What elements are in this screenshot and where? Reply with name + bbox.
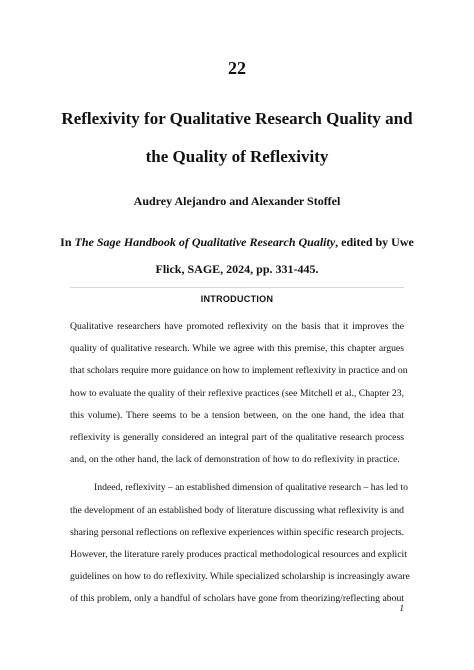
text-line: of this problem, only a handful of scholars have gone from theorizing/reflecting about bbox=[70, 593, 404, 605]
text-line: However, the literature rarely produces practical methodological resources and explicit bbox=[70, 549, 407, 561]
text-line: quality of qualitative research. While we agree with this premise, this chapter argues bbox=[70, 343, 404, 355]
page-number: 1 bbox=[399, 603, 404, 613]
text-line: Indeed, reflexivity – an established dimension of qualitative research – has led to bbox=[94, 482, 408, 494]
text-line: how to evaluate the quality of their reflexive practices (see Mitchell et al., Chapter 23, bbox=[70, 387, 404, 399]
chapter-title bbox=[40, 107, 434, 183]
section-divider bbox=[70, 287, 404, 288]
text-line: that scholars require more guidance on how to implement reflexivity in practice and on bbox=[70, 365, 408, 377]
chapter-title-line-1: Reflexivity for Qualitative Research Quality and bbox=[61, 109, 413, 128]
text-line: sharing personal reflections on reflexive experiences within specific research projects. bbox=[70, 526, 405, 538]
citation-line-2: Flick, SAGE, 2024, pp. 331-445. bbox=[155, 262, 319, 276]
text-line: this volume). There seems to be a tension between, on the one hand, the idea that bbox=[70, 409, 404, 421]
text-line: reflexivity is generally considered an integral part of the qualitative research process bbox=[70, 432, 404, 444]
text-line: and, on the other hand, the lack of demonstration of how to do reflexivity in practice. bbox=[70, 454, 400, 466]
chapter-title-line-2: the Quality of Reflexivity bbox=[145, 147, 329, 166]
section-heading: INTRODUCTION bbox=[200, 294, 274, 304]
citation-suffix: , edited by Uwe bbox=[335, 235, 414, 249]
body-text bbox=[70, 316, 410, 611]
text-line: Qualitative researchers have promoted reflexivity on the basis that it improves the bbox=[70, 321, 404, 332]
paragraph-2 bbox=[70, 477, 410, 610]
citation bbox=[55, 234, 419, 288]
author-names: Audrey Alejandro and Alexander Stoffel bbox=[133, 194, 341, 208]
book-title: The Sage Handbook of Qualitative Research Quality bbox=[74, 235, 336, 249]
text-line: guidelines on how to do reflexivity. While specialized scholarship is increasingly aware bbox=[70, 571, 410, 583]
citation-prefix: In bbox=[60, 235, 75, 249]
text-line: the development of an established body of literature discussing what reflexivity is and bbox=[70, 504, 404, 516]
citation-line-1 bbox=[55, 234, 419, 261]
paragraph-1 bbox=[70, 316, 408, 471]
chapter-number: 22 bbox=[228, 58, 246, 78]
